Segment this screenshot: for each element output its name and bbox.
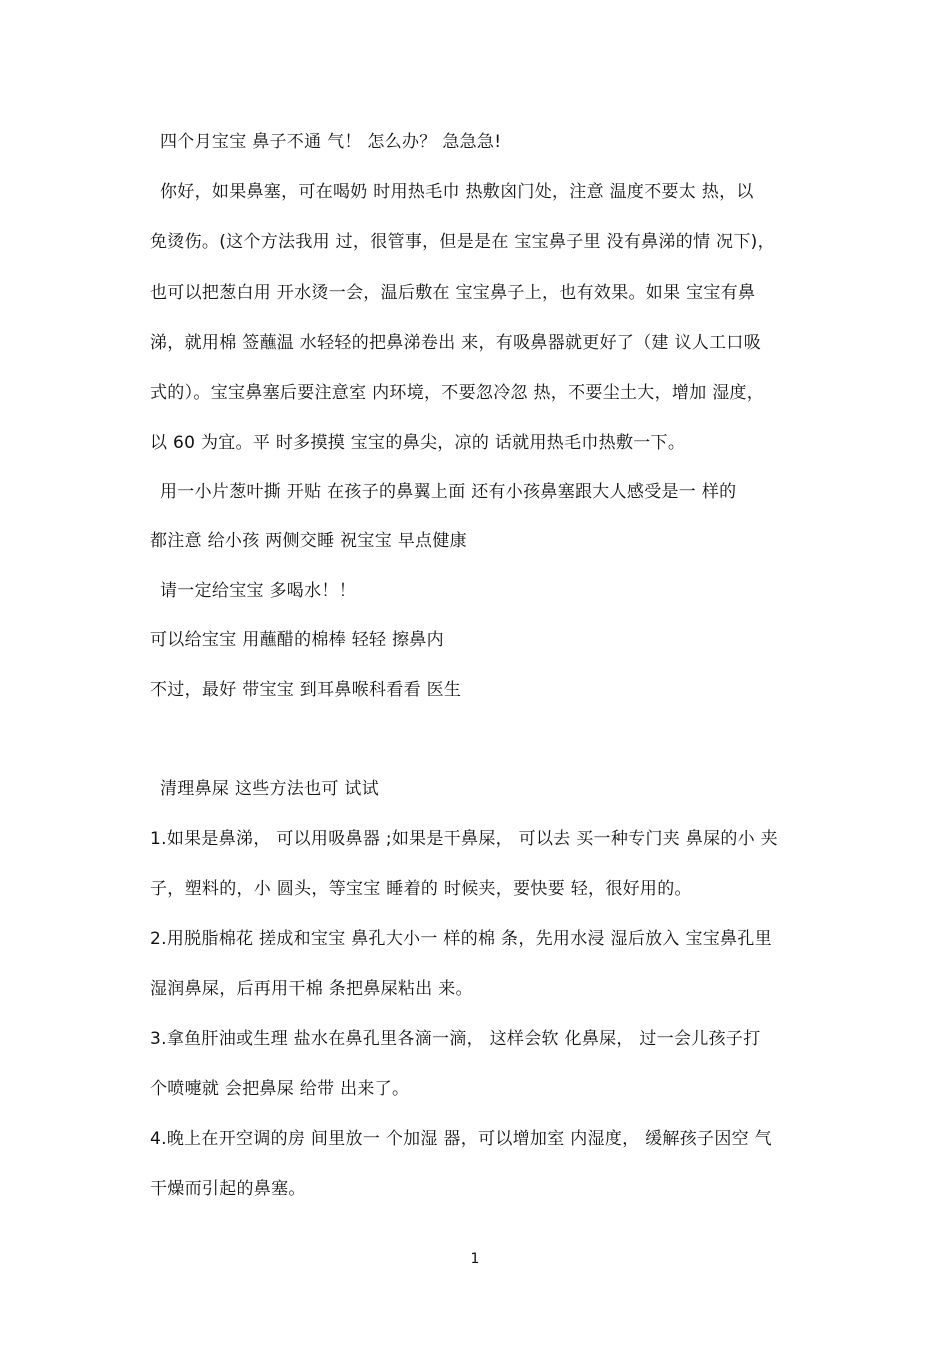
cleaning-item-line: 个喷嚏就 会把鼻屎 给带 出来了。: [150, 1079, 410, 1099]
answer-paragraph-line: 涕，就用棉 签蘸温 水轻轻的把鼻涕卷出 来，有吸鼻器就更好了（建 议人工口吸: [150, 333, 762, 353]
cleaning-item-line: 1.如果是鼻涕， 可以用吸鼻器 ;如果是干鼻屎， 可以去 买一种专门夹 鼻屎的小 夹: [150, 829, 778, 849]
scallion-tip-line: 都注意 给小孩 两侧交睡 祝宝宝 早点健康: [150, 531, 467, 551]
vinegar-tip-line: 可以给宝宝 用蘸醋的棉棒 轻轻 擦鼻内: [150, 630, 444, 650]
answer-paragraph-line: 你好，如果鼻塞，可在喝奶 时用热毛巾 热敷囟门处，注意 温度不要太 热，以: [160, 182, 754, 202]
cleaning-item-line: 子，塑料的，小 圆头，等宝宝 睡着的 时候夹，要快要 轻，很好用的。: [150, 879, 692, 899]
scallion-tip-line: 用一小片葱叶撕 开贴 在孩子的鼻翼上面 还有小孩鼻塞跟大人感受是一 样的: [160, 482, 737, 502]
answer-paragraph-line: 免烫伤。(这个方法我用 过，很管事，但是是在 宝宝鼻子里 没有鼻涕的情 况下)，: [150, 232, 775, 252]
cleaning-item-line: 3.拿鱼肝油或生理 盐水在鼻孔里各滴一滴， 这样会软 化鼻屎， 过一会儿孩子打: [150, 1029, 761, 1049]
water-tip-line: 请一定给宝宝 多喝水！！: [160, 581, 357, 601]
cleaning-item-line: 干燥而引起的鼻塞。: [150, 1179, 306, 1199]
cleaning-heading: 清理鼻屎 这些方法也可 试试: [160, 779, 380, 799]
page-number: 1: [470, 1251, 480, 1267]
page-title: 四个月宝宝 鼻子不通 气！ 怎么办？ 急急急!: [160, 132, 502, 152]
cleaning-item-line: 4.晚上在开空调的房 间里放一 个加湿 器，可以增加室 内湿度， 缓解孩子因空 气: [150, 1129, 772, 1149]
cleaning-item-line: 2.用脱脂棉花 搓成和宝宝 鼻孔大小一 样的棉 条，先用水浸 湿后放入 宝宝鼻孔里: [150, 929, 772, 949]
doctor-tip-line: 不过，最好 带宝宝 到耳鼻喉科看看 医生: [150, 680, 462, 700]
answer-paragraph-line: 以 60 为宜。平 时多摸摸 宝宝的鼻尖，凉的 话就用热毛巾热敷一下。: [150, 433, 686, 453]
cleaning-item-line: 湿润鼻屎，后再用干棉 条把鼻屎粘出 来。: [150, 979, 473, 999]
answer-paragraph-line: 也可以把葱白用 开水烫一会，温后敷在 宝宝鼻子上，也有效果。如果 宝宝有鼻: [150, 283, 756, 303]
answer-paragraph-line: 式的）。宝宝鼻塞后要注意室 内环境，不要忽冷忽 热，不要尘土大，增加 湿度，: [150, 383, 765, 403]
